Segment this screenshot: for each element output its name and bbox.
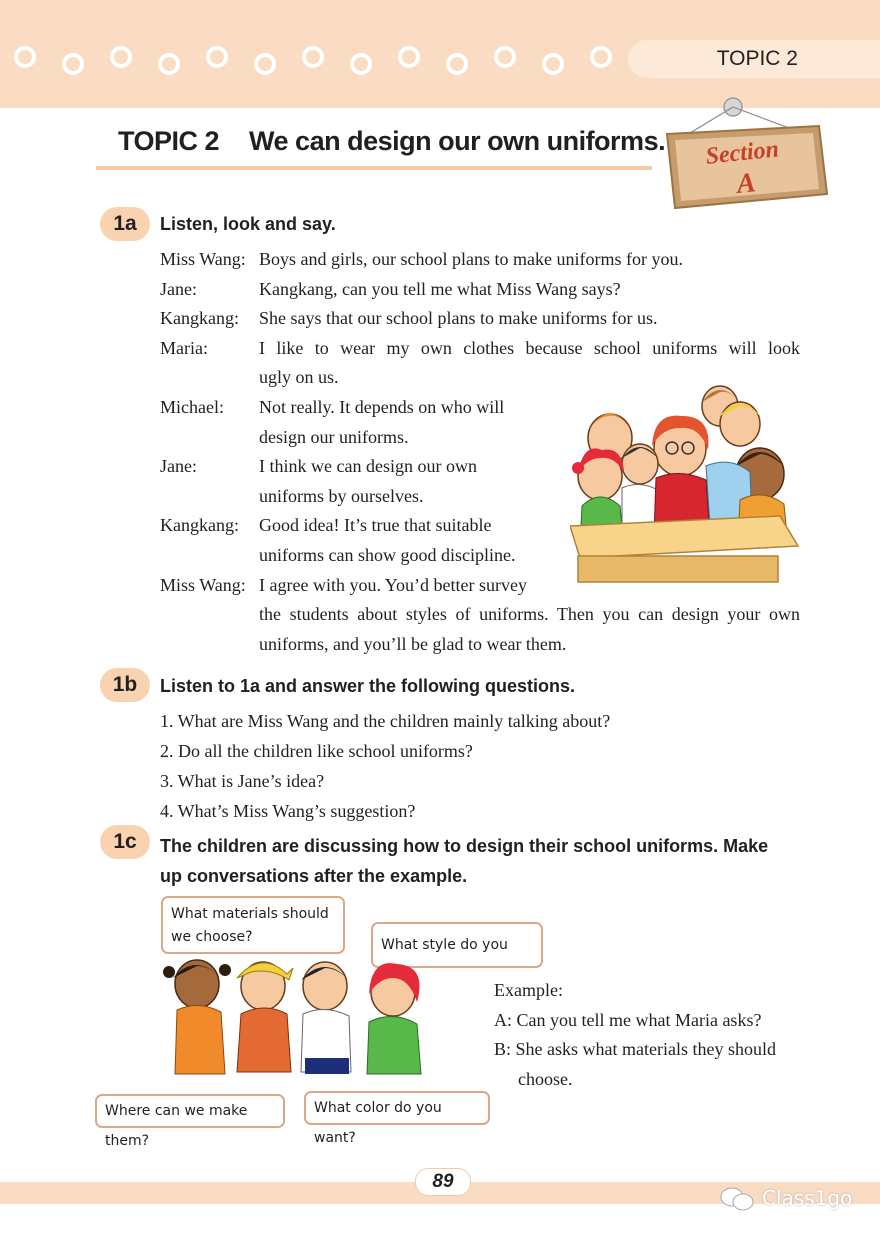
dialogue-row [160,275,800,305]
title-underline [96,166,652,170]
page-title [118,126,665,157]
dialogue-line: Good idea! It’s true that suitable [259,515,492,536]
dialogue-row [160,571,580,601]
dialogue-part-1 [160,245,800,393]
ring-icon [350,53,372,75]
dialogue-row [160,482,580,512]
dialogue-line: Boys and girls, our school plans to make uniforms for you. [259,249,683,269]
dialogue-line: ugly on us. [259,367,339,388]
question-item: 3. What is Jane’s idea? [160,771,325,791]
speech-bubble-where: Where can we make them? [95,1094,285,1128]
dialogue-line: I like to wear my own clothes because school uniforms will look [259,337,800,358]
topic-tab-extension [828,40,880,78]
speaker: Miss Wang: [160,574,246,595]
dialogue-row [160,630,800,660]
speaker: Maria: [160,337,208,358]
dialogue-line: Kangkang, can you tell me what Miss Wang says? [259,278,621,299]
section-sign [655,96,835,224]
children-at-table-illustration [570,376,810,586]
page-number: 89 [415,1168,471,1196]
ring-icon [494,46,516,68]
dialogue-row [160,452,580,482]
question-item: 2. Do all the children like school uniforms? [160,741,473,761]
question-item: 4. What’s Miss Wang’s suggestion? [160,801,416,821]
example-title: Example: [494,980,563,1000]
dialogue-part-3 [160,600,800,659]
example-line-a: A: Can you tell me what Maria asks? [494,1009,762,1030]
dialogue-row [160,600,800,630]
dialogue-row [160,541,580,571]
ring-icon [590,46,612,68]
dialogue-row [160,423,580,453]
sign-text-letter: A [735,167,758,200]
speaker: Michael: [160,397,224,417]
wechat-icon [719,1186,755,1212]
topic-tab: TOPIC 2 [628,40,828,78]
bubble-text: we choose? [171,929,253,945]
ring-icon [14,46,36,68]
speaker: Miss Wang: [160,249,246,269]
speech-bubble-materials [161,896,345,954]
question-item: 1. What are Miss Wang and the children mainly talking about? [160,711,611,731]
ring-icon [62,53,84,75]
example-block [494,976,776,1094]
example-line-b: B: She asks what materials they should [494,1039,776,1060]
dialogue-line: uniforms, and you’ll be glad to wear them. [259,633,567,654]
section-heading-1c-line: up conversations after the example. [160,866,468,886]
speaker: Jane: [160,278,197,299]
section-heading-1a: Listen, look and say. [160,214,336,234]
dialogue-line: I agree with you. You’d better survey [259,574,527,595]
dialogue-part-2 [160,393,580,600]
section-badge-1a: 1a [100,207,150,241]
section-heading-1c [160,831,768,891]
dialogue-row [160,304,800,334]
question-list [160,706,610,826]
example-line-b-cont: choose. [518,1068,573,1089]
watermark-text: Class1go [762,1186,853,1210]
dialogue-row [160,334,800,364]
dialogue-line: uniforms can show good discipline. [259,544,516,565]
title-topic: TOPIC 2 [118,126,220,156]
bubble-text: What materials should [171,906,329,922]
speech-bubble-color: What color do you want? [304,1091,490,1125]
sign-text-section: Section [704,136,781,170]
speaker: Kangkang: [160,308,239,329]
speaker: Kangkang: [160,515,239,536]
section-heading-1c-line: The children are discussing how to design their school uniforms. Make [160,836,769,856]
ring-icon [446,53,468,75]
dialogue-row [160,393,580,423]
section-badge-1c: 1c [100,825,150,859]
dialogue-line: She says that our school plans to make uniforms for us. [259,308,658,329]
dialogue-line: I think we can design our own [259,456,477,477]
ring-icon [110,46,132,68]
speaker: Jane: [160,456,197,477]
ring-icon [542,53,564,75]
ring-icon [398,46,420,68]
ring-icon [206,46,228,68]
children-discussing-illustration [155,948,455,1088]
section-heading-1b: Listen to 1a and answer the following questions. [160,676,576,696]
ring-icon [254,53,276,75]
speech-bubble-style: What style do you [371,922,543,968]
dialogue-line: uniforms by ourselves. [259,485,424,506]
dialogue-line: the students about styles of uniforms. Then you can design your own [259,604,800,624]
ring-icon [158,53,180,75]
dialogue-row [160,511,580,541]
section-badge-1b: 1b [100,668,150,702]
dialogue-row [160,245,800,275]
dialogue-line: design our uniforms. [259,426,409,447]
dialogue-line: Not really. It depends on who will [259,397,505,417]
ring-icon [302,46,324,68]
title-text: We can design our own uniforms. [249,126,666,156]
